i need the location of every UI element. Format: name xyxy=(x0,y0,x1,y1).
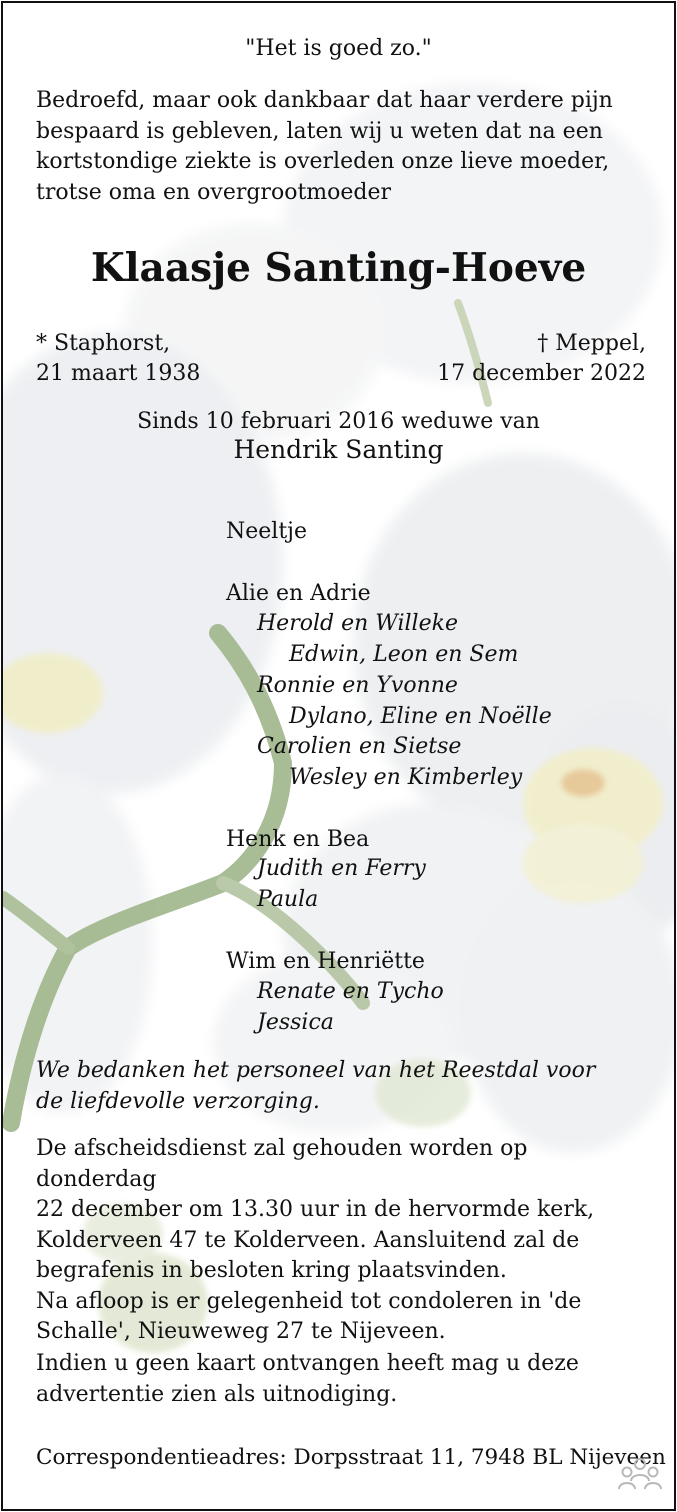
thanks-paragraph xyxy=(36,1056,646,1117)
correspondence-address: Correspondentieadres: Dorpsstraat 11, 7948 BL Nijeveen xyxy=(36,1445,666,1470)
family-member: Wesley en Kimberley xyxy=(289,765,523,790)
service-line: De afscheidsdienst zal gehouden worden op donderdag xyxy=(36,1136,528,1192)
family-member: Jessica xyxy=(257,1010,334,1035)
birth-place: * Staphorst, xyxy=(36,331,171,356)
motto-quote: "Het is goed zo." xyxy=(245,36,432,61)
thanks-line: We bedanken het personeel van het Reestdal voor xyxy=(36,1058,596,1083)
service-line: begrafenis in besloten kring plaatsvinden. xyxy=(36,1258,507,1283)
family-member: Herold en Willeke xyxy=(257,611,458,636)
family-member: Edwin, Leon en Sem xyxy=(289,642,519,667)
thanks-line: de liefdevolle verzorging. xyxy=(36,1088,320,1114)
service-line: Schalle', Nieuweweg 27 te Nijeveen. xyxy=(36,1319,446,1344)
invitation-line: Indien u geen kaart ontvangen heeft mag u deze xyxy=(36,1351,579,1376)
intro-line: Bedroefd, maar ook dankbaar dat haar verdere pijn xyxy=(36,88,613,113)
family-member: Henk en Bea xyxy=(226,827,370,852)
intro-line: trotse oma en overgrootmoeder xyxy=(36,179,392,205)
service-line: 22 december om 13.30 uur in de hervormde kerk, xyxy=(36,1197,595,1222)
people-group-icon xyxy=(616,1455,664,1495)
spouse-name: Hendrik Santing xyxy=(233,435,444,464)
death-place: † Meppel, xyxy=(537,331,646,356)
obituary-card xyxy=(1,1,676,1511)
service-line: Na afloop is er gelegenheid tot condoleren in 'de xyxy=(36,1288,582,1314)
service-paragraph xyxy=(36,1134,646,1348)
birth-date: 21 maart 1938 xyxy=(36,361,201,386)
family-member: Paula xyxy=(257,887,319,912)
invitation-paragraph xyxy=(36,1349,646,1410)
death-date: 17 december 2022 xyxy=(437,361,646,386)
family-member: Ronnie en Yvonne xyxy=(257,673,458,698)
intro-line: bespaard is gebleven, laten wij u weten dat na een xyxy=(36,118,603,144)
family-member: Judith en Ferry xyxy=(257,856,426,881)
service-line: Kolderveen 47 te Kolderveen. Aansluitend zal de xyxy=(36,1227,580,1253)
family-member: Dylano, Eline en Noëlle xyxy=(289,704,552,729)
intro-line: kortstondige ziekte is overleden onze lieve moeder, xyxy=(36,149,610,174)
family-member: Neeltje xyxy=(226,519,308,544)
family-member: Renate en Tycho xyxy=(257,979,444,1004)
deceased-name: Klaasje Santing-Hoeve xyxy=(90,245,587,291)
widow-line: Sinds 10 februari 2016 weduwe van xyxy=(137,409,540,434)
invitation-line: advertentie zien als uitnodiging. xyxy=(36,1381,398,1407)
family-member: Carolien en Sietse xyxy=(257,734,462,759)
family-member: Wim en Henriëtte xyxy=(226,949,425,974)
intro-paragraph xyxy=(36,86,646,208)
family-member: Alie en Adrie xyxy=(226,581,371,606)
